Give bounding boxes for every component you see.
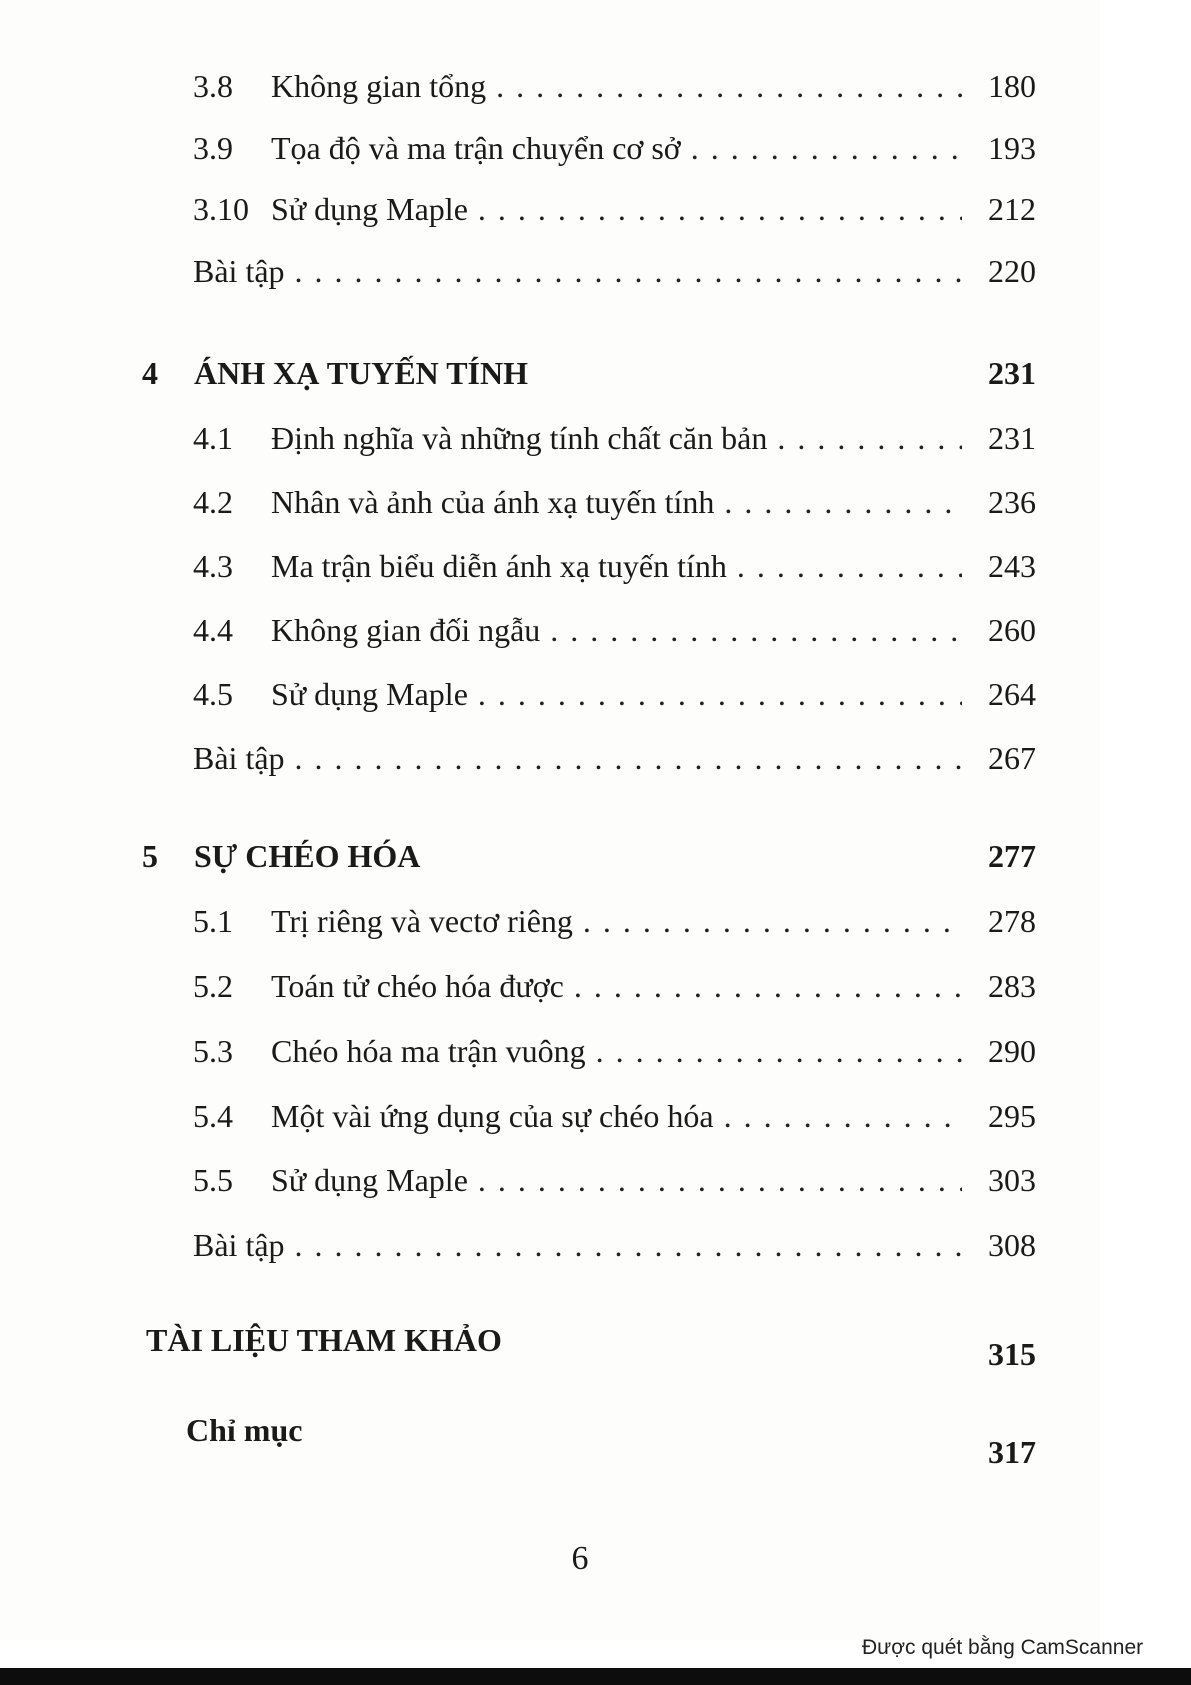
toc-entry-number: 5.3 xyxy=(193,1033,233,1069)
chapter-title: SỰ CHÉO HÓA xyxy=(194,838,421,874)
toc-entry-number: 4.1 xyxy=(193,420,233,456)
toc-entry-5-4 xyxy=(193,1098,1036,1146)
toc-entry-page: 308 xyxy=(988,1227,1036,1263)
toc-entry-title: Định nghĩa và những tính chất căn bản xyxy=(271,420,768,456)
toc-index xyxy=(186,1412,1036,1470)
toc-entry-title: Ma trận biểu diễn ánh xạ tuyến tính xyxy=(271,548,727,584)
dot-leader xyxy=(550,612,962,649)
dot-leader xyxy=(737,548,962,585)
dot-leader xyxy=(295,1227,962,1264)
toc-entry-number: 4.2 xyxy=(193,484,233,520)
toc-entry-number: 5.1 xyxy=(193,903,233,939)
dot-leader xyxy=(724,1098,962,1135)
toc-entry-page: 303 xyxy=(988,1162,1036,1198)
toc-entry-title: Sử dụng Maple xyxy=(271,1162,468,1198)
toc-entry-page: 236 xyxy=(988,484,1036,520)
toc-entry-number: 3.8 xyxy=(193,68,233,104)
toc-entry-page: 264 xyxy=(988,676,1036,712)
toc-chapter-4 xyxy=(142,355,1036,403)
toc-entry-title: Bài tập xyxy=(193,740,285,776)
toc-entry-5-1 xyxy=(193,903,1036,951)
toc-entry-number: 3.10 xyxy=(193,191,249,227)
toc-entry-number: 4.3 xyxy=(193,548,233,584)
dot-leader xyxy=(478,676,962,713)
references-page: 315 xyxy=(988,1336,1036,1372)
toc-entry-4-3 xyxy=(193,548,1036,596)
toc-entry-number: 4.4 xyxy=(193,612,233,648)
toc-entry-page: 243 xyxy=(988,548,1036,584)
toc-entry-page: 220 xyxy=(988,253,1036,289)
toc-entry-3-9 xyxy=(193,130,1036,178)
toc-entry-title: Toán tử chéo hóa được xyxy=(271,968,564,1004)
toc-entry-4-5 xyxy=(193,676,1036,724)
toc-entry-title: Bài tập xyxy=(193,253,285,289)
toc-chapter-5 xyxy=(142,838,1036,886)
dot-leader xyxy=(777,420,962,457)
toc-entry-page: 283 xyxy=(988,968,1036,1004)
toc-entry-title: Một vài ứng dụng của sự chéo hóa xyxy=(271,1098,714,1134)
toc-entry-4-4 xyxy=(193,612,1036,660)
toc-entry-4-1 xyxy=(193,420,1036,468)
dot-leader xyxy=(496,68,962,105)
toc-entry-title: Không gian đối ngẫu xyxy=(271,612,541,648)
toc-entry-exercises-3 xyxy=(193,253,1036,301)
index-page: 317 xyxy=(988,1434,1036,1470)
dot-leader xyxy=(596,1033,962,1070)
toc-entry-page: 278 xyxy=(988,903,1036,939)
scan-bottom-band xyxy=(0,1668,1191,1685)
toc-entry-number: 4.5 xyxy=(193,676,233,712)
toc-entry-number: 5.4 xyxy=(193,1098,233,1134)
toc-entry-exercises-4 xyxy=(193,740,1036,788)
toc-entry-5-5 xyxy=(193,1162,1036,1210)
dot-leader xyxy=(574,968,962,1005)
scan-margin xyxy=(1100,0,1191,1640)
chapter-page: 231 xyxy=(988,355,1036,391)
page-number: 6 xyxy=(571,1540,589,1577)
toc-entry-page: 295 xyxy=(988,1098,1036,1134)
dot-leader xyxy=(691,130,962,167)
references-title: TÀI LIỆU THAM KHẢO xyxy=(146,1322,502,1358)
dot-leader xyxy=(478,1162,962,1199)
toc-references xyxy=(146,1322,1036,1370)
dot-leader xyxy=(295,740,962,777)
toc-entry-title: Sử dụng Maple xyxy=(271,676,468,712)
chapter-number: 5 xyxy=(142,838,158,874)
index-title: Chỉ mục xyxy=(186,1412,303,1448)
toc-entry-title: Trị riêng và vectơ riêng xyxy=(271,903,573,939)
toc-entry-page: 290 xyxy=(988,1033,1036,1069)
toc-entry-title: Không gian tổng xyxy=(271,68,487,104)
toc-entry-3-10 xyxy=(193,191,1036,239)
toc-entry-title: Nhân và ảnh của ánh xạ tuyến tính xyxy=(271,484,715,520)
dot-leader xyxy=(478,191,962,228)
toc-entry-page: 212 xyxy=(988,191,1036,227)
toc-entry-5-3 xyxy=(193,1033,1036,1081)
dot-leader xyxy=(295,253,962,290)
toc-entry-title: Tọa độ và ma trận chuyển cơ sở xyxy=(271,130,681,166)
toc-entry-5-2 xyxy=(193,968,1036,1016)
toc-entry-title: Bài tập xyxy=(193,1227,285,1263)
dot-leader xyxy=(724,484,962,521)
toc-entry-title: Sử dụng Maple xyxy=(271,191,468,227)
chapter-number: 4 xyxy=(142,355,158,391)
toc-entry-page: 180 xyxy=(988,68,1036,104)
camscanner-watermark: Được quét bằng CamScanner xyxy=(862,1636,1144,1659)
toc-entry-number: 5.5 xyxy=(193,1162,233,1198)
toc-entry-page: 231 xyxy=(988,420,1036,456)
chapter-page: 277 xyxy=(988,838,1036,874)
toc-entry-3-8 xyxy=(193,68,1036,116)
toc-entry-page: 267 xyxy=(988,740,1036,776)
toc-entry-number: 5.2 xyxy=(193,968,233,1004)
dot-leader xyxy=(583,903,962,940)
toc-entry-title: Chéo hóa ma trận vuông xyxy=(271,1033,586,1069)
toc-entry-page: 193 xyxy=(988,130,1036,166)
toc-entry-4-2 xyxy=(193,484,1036,532)
toc-entry-exercises-5 xyxy=(193,1227,1036,1275)
toc-entry-page: 260 xyxy=(988,612,1036,648)
chapter-title: ÁNH XẠ TUYẾN TÍNH xyxy=(194,355,528,391)
toc-entry-number: 3.9 xyxy=(193,130,233,166)
